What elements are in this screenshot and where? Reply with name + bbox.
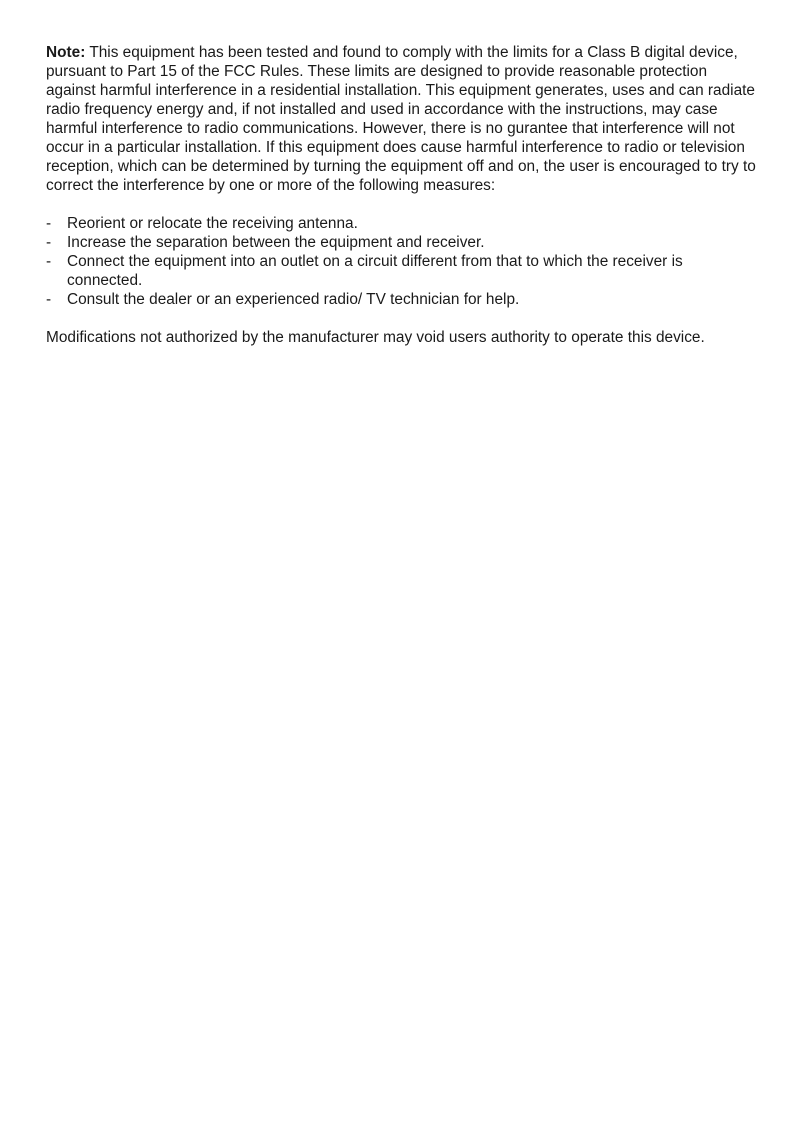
note-text: This equipment has been tested and found to comply with the limits for a Class B digital device, pursuant to Part 15 of the FCC Rules. These limits are designed to provide reasonable protection against harmful interference in a residential installation. This equipment generates, uses and can radiate radio frequency energy and, if not installed and used in accordance with the instructions, may case harmful interference to radio communications. However, there is no gurantee that interference will not occur in a particular installation. If this equipment does cause harmful interference to radio or television reception, which can be determined by turning the equipment off and on, the user is encouraged to try to correct the interference by one or more of the following measures: bbox=[46, 44, 756, 194]
fcc-notice bbox=[46, 43, 756, 347]
note-label: Note: bbox=[46, 44, 86, 61]
list-bullet: - bbox=[46, 253, 52, 270]
list-item bbox=[46, 233, 756, 252]
list-item-text: Increase the separation between the equipment and receiver. bbox=[67, 234, 485, 251]
list-bullet: - bbox=[46, 234, 52, 251]
list-item bbox=[46, 290, 756, 309]
list-item-text: Connect the equipment into an outlet on a circuit different from that to which the receiver is connected. bbox=[67, 253, 683, 289]
list-item bbox=[46, 214, 756, 233]
list-item bbox=[46, 252, 756, 290]
measures-list bbox=[46, 214, 756, 309]
list-item-text: Consult the dealer or an experienced radio/ TV technician for help. bbox=[67, 291, 520, 308]
list-bullet: - bbox=[46, 291, 52, 308]
note-paragraph bbox=[46, 43, 756, 195]
modifications-paragraph: Modifications not authorized by the manufacturer may void users authority to operate this device. bbox=[46, 329, 705, 346]
list-bullet: - bbox=[46, 215, 52, 232]
list-item-text: Reorient or relocate the receiving antenna. bbox=[67, 215, 358, 232]
